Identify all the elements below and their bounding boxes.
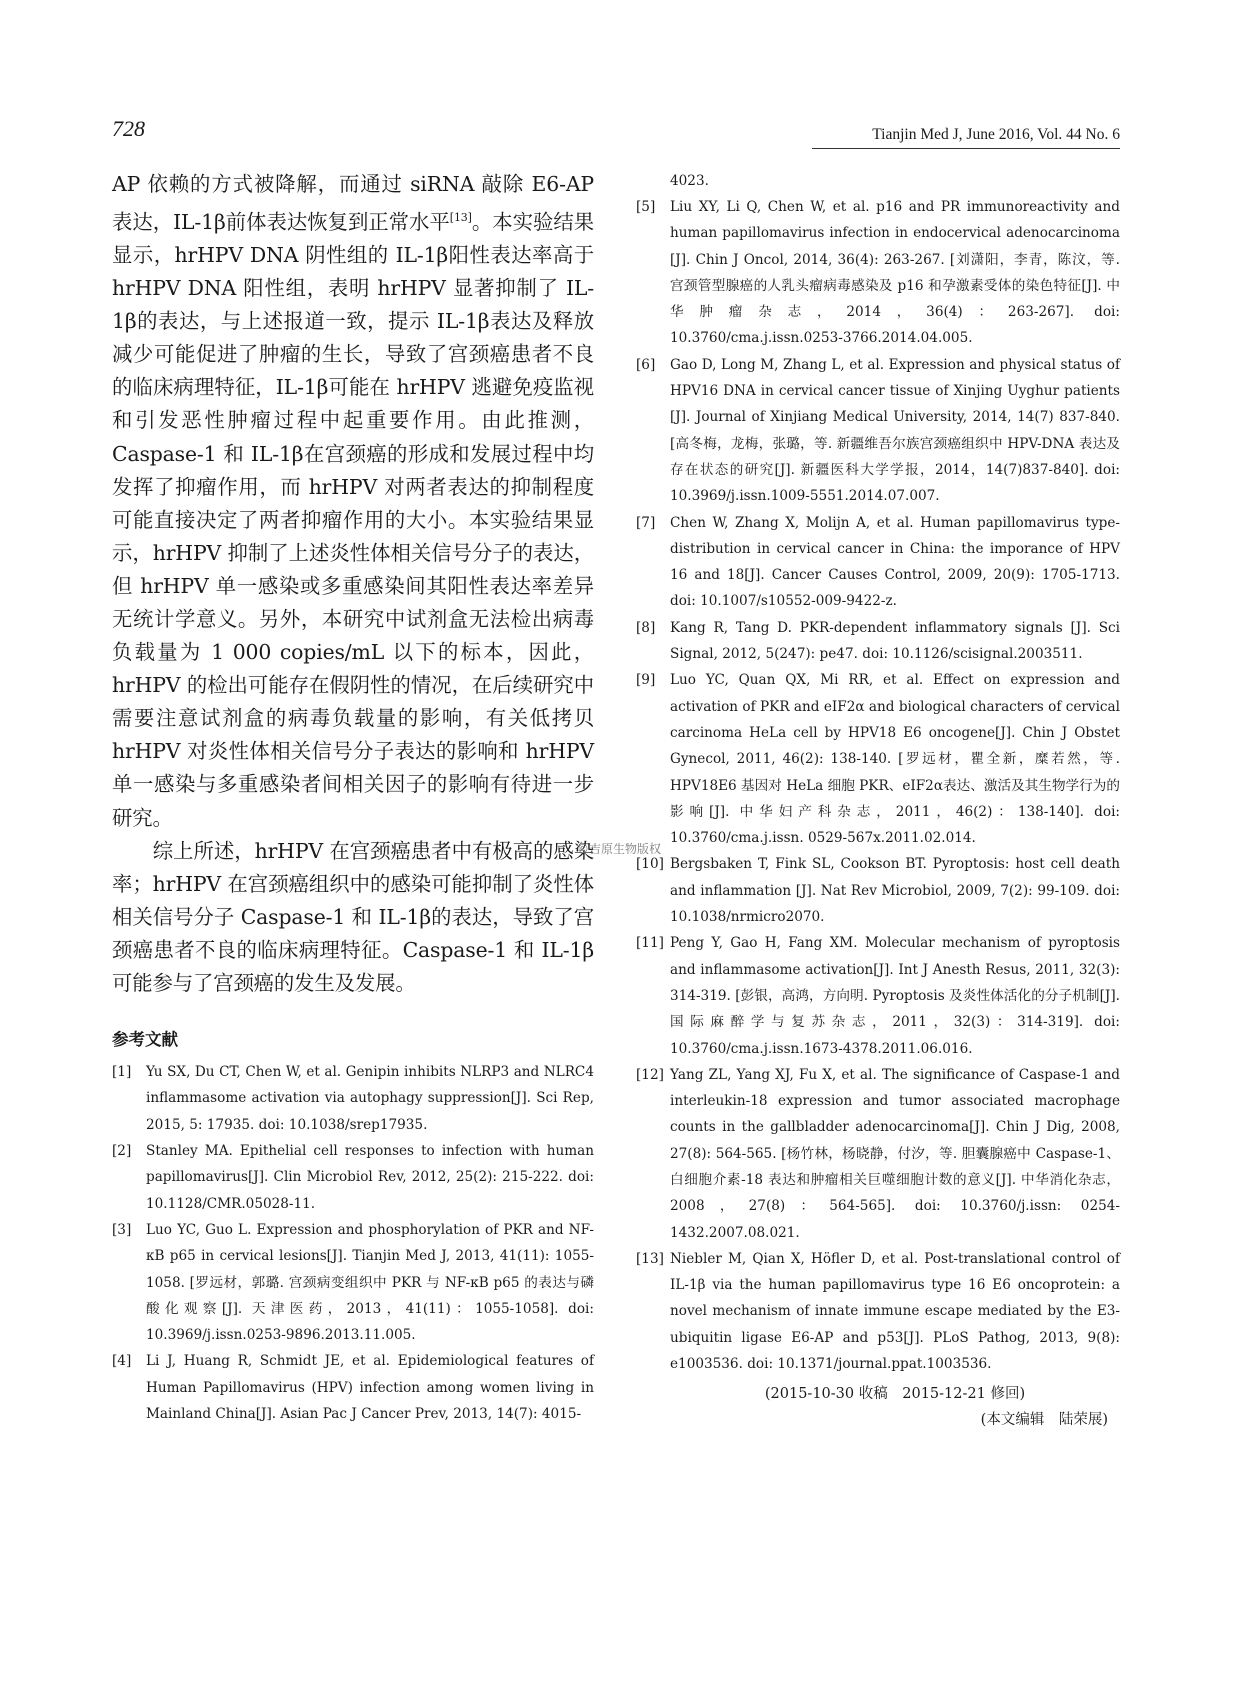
reference-text: Bergsbaken T, Fink SL, Cookson BT. Pyroptosis: host cell death and inflammation [J]. Nat Rev Microbiol, 2009, 7(2): 99-109. doi: 10.1038/nrmicro2070. — [670, 856, 1120, 926]
reference-item — [636, 1246, 1120, 1377]
submission-history: (2015-10-30 收稿 2015-12-21 修回) — [764, 1386, 1026, 1403]
reference-number: [6] — [636, 356, 656, 373]
reference-number: [9] — [636, 672, 656, 689]
reference-text: Chen W, Zhang X, Molijn A, et al. Human papillomavirus type-distribution in cervical cancer in China: the imporance of HPV 16 and 18[J]. Cancer Causes Control, 2009, 20(9): 1705-1713. doi: 10.1007/s10552-009-9422-z. — [670, 514, 1120, 610]
journal-header: Tianjin Med J, June 2016, Vol. 44 No. 6 — [872, 126, 1120, 143]
reference-text: Luo YC, Guo L. Expression and phosphorylation of PKR and NF-κB p65 in cervical lesions[J]. Tianjin Med J, 2013, 41(11): 1055-1058. [罗远材，郭璐. 宫颈病变组织中 PKR 与 NF-κB p65 的表达与磷酸化观察[J]. 天津医药，2013，41(11)：1055-1058]. doi: 10.3969/j.issn.0253-9896.2013.11.005. — [146, 1221, 594, 1344]
discussion-paragraph-1 — [112, 168, 594, 835]
reference-item — [636, 930, 1120, 1061]
header-rule — [812, 148, 1120, 149]
reference-list-right — [636, 194, 1120, 1377]
left-column — [112, 168, 594, 1427]
reference-text: Li J, Huang R, Schmidt JE, et al. Epidemiological features of Human Papillomavirus (HPV) infection among women living in Mainland China[J]. Asian Pac J Cancer Prev, 2013, 14(7): 4015- — [146, 1353, 594, 1422]
reference-number: [5] — [636, 199, 656, 215]
reference-number: [12] — [636, 1066, 664, 1083]
paragraph-text: AP 依赖的方式被降解，而通过 siRNA 敲除 E6-AP 表达，IL-1β前体表达恢复到正常水平 — [112, 172, 594, 234]
reference-text: Kang R, Tang D. PKR-dependent inflammatory signals [J]. Sci Signal, 2012, 5(247): pe47. doi: 10.1126/scisignal.2003511. — [670, 619, 1120, 663]
reference-item — [112, 1217, 594, 1348]
reference-text: Niebler M, Qian X, Höfler D, et al. Post-translational control of IL-1β via the human papillomavirus type 16 E6 oncoprotein: a novel mechanism of innate immune escape mediated by the E3-ubiquitin ligase E6-AP and p53[J]. PLoS Pathog, 2013, 9(8): e1003536. doi: 10.1371/journal.ppat.1003536. — [670, 1250, 1120, 1373]
reference-item — [636, 194, 1120, 352]
reference-text: Luo YC, Quan QX, Mi RR, et al. Effect on expression and activation of PKR and eIF2α and biological characters of cervical carcinoma HeLa cell by HPV18 E6 oncogene[J]. Chin J Obstet Gynecol, 2011, 46(2): 138-140. [罗远材，瞿全新，糜若然，等. HPV18E6 基因对 HeLa 细胞 PKR、eIF2α表达、激活及其生物学行为的影响[J]. 中华妇产科杂志，2011，46(2)：138-140]. doi: 10.3760/cma.j.issn. 0529-567x.2011.02.014. — [670, 672, 1120, 847]
reference-text: Yu SX, Du CT, Chen W, et al. Genipin inhibits NLRP3 and NLRC4 inflammasome activation via autophagy suppression[J]. Sci Rep, 2015, 5: 17935. doi: 10.1038/srep17935. — [146, 1064, 594, 1133]
paragraph-text: 。本实验结果显示，hrHPV DNA 阴性组的 IL-1β阳性表达率高于 hrHPV DNA 阳性组，表明 hrHPV 显著抑制了 IL-1β的表达，与上述报道一致，提示 IL-1β表达及释放减少可能促进了肿瘤的生长，导致了宫颈癌患者不良的临床病理特征，IL-1β可能在 hrHPV 逃避免疫监视和引发恶性肿瘤过程中起重要作用。由此推测，Caspase-1 和 IL-1β在宫颈癌的形成和发展过程中均发挥了抑瘤作用，而 hrHPV 对两者表达的抑制程度可能直接决定了两者抑瘤作用的大小。本实验结果显示，hrHPV 抑制了上述炎性体相关信号分子的表达，但 hrHPV 单一感染或多重感染间其阳性表达率差异无统计学意义。另外，本研究中试剂盒无法检出病毒负载量为 1 000 copies/mL 以下的标本，因此，hrHPV 的检出可能存在假阴性的情况，在后续研究中需要注意试剂盒的病毒负载量的影响，有关低拷贝 hrHPV 对炎性体相关信号分子表达的影响和 hrHPV 单一感染与多重感染者间相关因子的影响有待进一步研究。 — [112, 209, 594, 830]
reference-number: [3] — [112, 1221, 132, 1238]
reference-number: [7] — [636, 514, 656, 531]
reference-text: Yang ZL, Yang XJ, Fu X, et al. The significance of Caspase-1 and interleukin-18 expression and tumor associated macrophage counts in the gallbladder adenocarcinoma[J]. Chin J Dig, 2008, 27(8): 564-565. [杨竹林，杨晓静，付汐，等. 胆囊腺癌中 Caspase-1、白细胞介素-18 表达和肿瘤相关巨噬细胞计数的意义[J]. 中华消化杂志，2008，27(8)：564-565]. doi: 10.3760/j.issn: 0254-1432.2007.08.021. — [670, 1066, 1120, 1241]
reference-number: [10] — [636, 856, 664, 873]
citation-13: [13] — [449, 211, 472, 225]
reference-text: Stanley MA. Epithelial cell responses to infection with human papillomavirus[J]. Clin Microbiol Rev, 2012, 25(2): 215-222. doi: 10.1128/CMR.05028-11. — [146, 1143, 594, 1212]
reference-item — [636, 667, 1120, 851]
page-number: 728 — [112, 116, 145, 141]
reference-number: [11] — [636, 935, 664, 952]
reference-text: Liu XY, Li Q, Chen W, et al. p16 and PR immunoreactivity and human papillomavirus infection in endocervical adenocarcinoma [J]. Chin J Oncol, 2014, 36(4): 263-267. [刘潇阳，李青，陈汶，等. 宫颈管型腺癌的人乳头瘤病毒感染及 p16 和孕激素受体的染色特征[J]. 中华肿瘤杂志，2014，36(4)：263-267]. doi: 10.3760/cma.j.issn.0253-3766.2014.04.005. — [670, 199, 1120, 347]
reference-item — [636, 352, 1120, 510]
reference-text: Gao D, Long M, Zhang L, et al. Expression and physical status of HPV16 DNA in cervical cancer tissue of Xinjing Uyghur patients [J]. Journal of Xinjiang Medical University, 2014, 14(7) 837-840. [高冬梅，龙梅，张璐，等. 新疆维吾尔族宫颈癌组织中 HPV-DNA 表达及存在状态的研究[J]. 新疆医科大学学报，2014，14(7)837-840]. doi: 10.3969/j.issn.1009-5551.2014.07.007. — [670, 356, 1120, 505]
reference-item — [636, 615, 1120, 668]
reference-number: [2] — [112, 1143, 132, 1160]
reference-list-left — [112, 1059, 594, 1427]
reference-continuation: 4023. — [670, 173, 709, 189]
references-heading: 参考文献 — [112, 1030, 178, 1050]
reference-item — [636, 1062, 1120, 1246]
reference-number: [4] — [112, 1353, 132, 1370]
conclusion-paragraph: 综上所述，hrHPV 在宫颈癌患者中有极高的感染率；hrHPV 在宫颈癌组织中的感染可能抑制了炎性体相关信号分子 Caspase-1 和 IL-1β的表达，导致了宫颈癌患者不良的临床病理特征。Caspase-1 和 IL-1β可能参与了宫颈癌的发生及发展。 — [112, 838, 594, 996]
reference-number: [13] — [636, 1250, 664, 1267]
right-column — [636, 168, 1120, 1433]
reference-text: Peng Y, Gao H, Fang XM. Molecular mechanism of pyroptosis and inflammasome activation[J]. Int J Anesth Resus, 2011, 32(3): 314-319. [彭银，高鸿，方向明. Pyroptosis 及炎性体活化的分子机制[J]. 国际麻醉学与复苏杂志，2011，32(3)：314-319]. doi: 10.3760/cma.j.issn.1673-4378.2011.06.016. — [670, 935, 1120, 1057]
reference-number: [8] — [636, 619, 656, 636]
watermark: ©吉原生物版权 — [577, 842, 662, 856]
editor-note: (本文编辑 陆荣展) — [980, 1412, 1108, 1429]
reference-item — [636, 510, 1120, 615]
reference-item — [112, 1138, 594, 1217]
reference-item — [112, 1348, 594, 1427]
reference-number: [1] — [112, 1064, 132, 1081]
reference-item — [112, 1059, 594, 1138]
reference-item — [636, 851, 1120, 930]
